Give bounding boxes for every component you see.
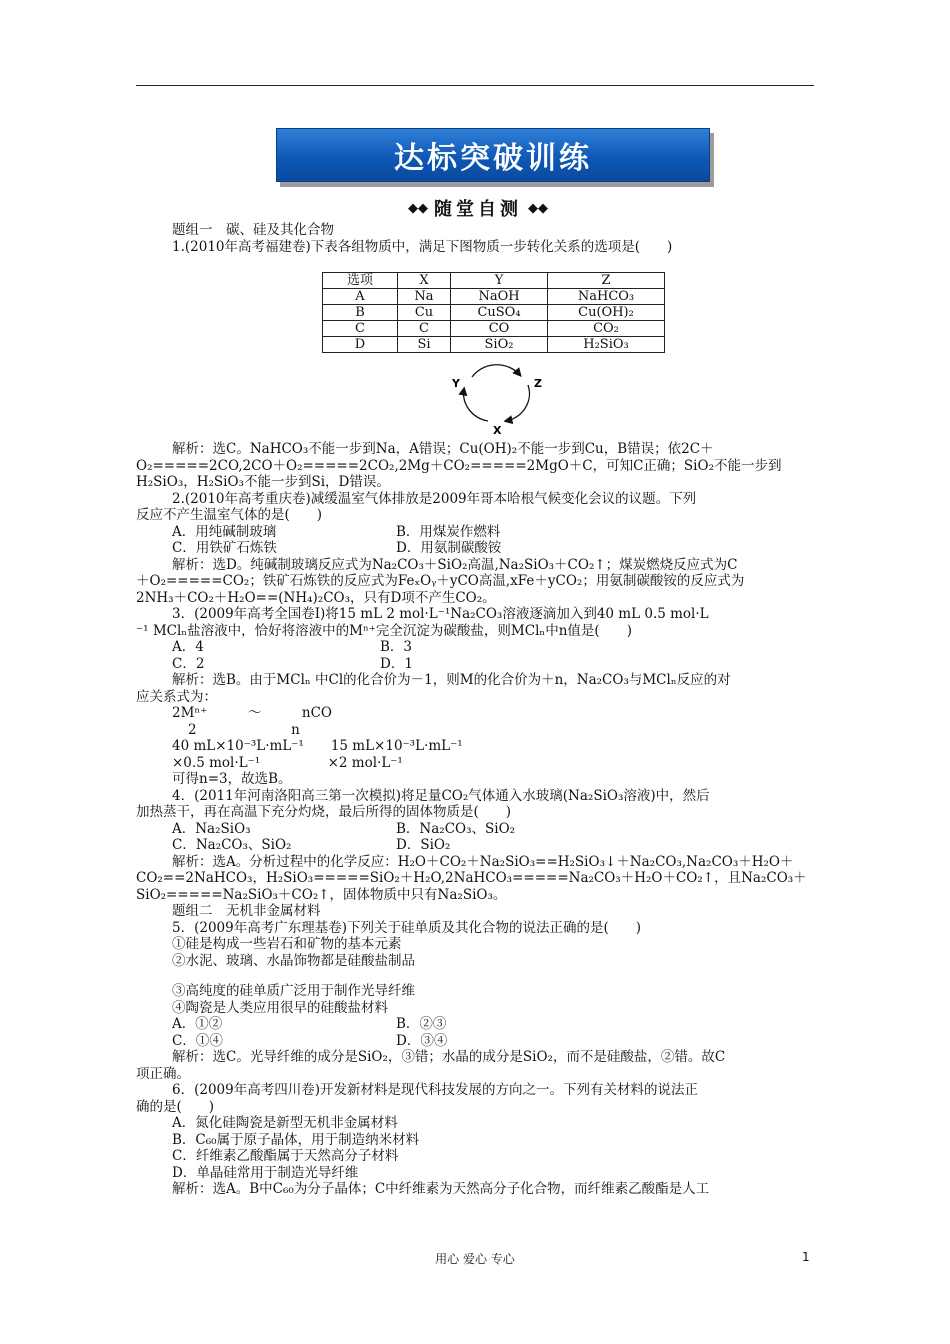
table-row [323, 305, 665, 321]
table-cell: CO₂ [548, 321, 665, 337]
solution-4-line: CO₂==2NaHCO₃，H₂SiO₃=====SiO₂＋H₂O,2NaHCO₃=====Na₂CO₃＋H₂O＋CO₂↑，且Na₂CO₃＋ [136, 870, 807, 886]
question-2-cont: 反应不产生温室气体的是( ) [136, 507, 323, 523]
options-row [136, 837, 816, 854]
option-a: A．用纯碱制玻璃 [172, 523, 277, 540]
table-cell: Na [398, 289, 451, 305]
question-1: 1.(2010年高考福建卷)下表各组物质中，满足下图物质一步转化关系的选项是( ) [172, 238, 673, 255]
table-cell: Z [548, 273, 665, 289]
subhead-text: 随堂自测 [434, 199, 522, 220]
solution-2-line: 2NH₃＋CO₂＋H₂O==(NH₄)₂CO₃，只有D项不产生CO₂。 [136, 589, 496, 606]
solution-2-line: 解析：选D。纯碱制玻璃反应式为Na₂CO₃＋SiO₂高温,Na₂SiO₃＋CO₂↑；煤炭燃烧反应式为C [172, 556, 738, 573]
table-cell: Si [398, 337, 451, 353]
option-c: C．纤维素乙酸酯属于天然高分子材料 [172, 1148, 399, 1164]
table-cell: A [323, 289, 398, 305]
option-d: D．③④ [396, 1032, 448, 1049]
solution-5-line: 解析：选C。光导纤维的成分是SiO₂，③错；水晶的成分是SiO₂，而不是硅酸盐，②错。故C [172, 1049, 726, 1065]
table-row [323, 289, 665, 305]
solution-1-line: H₂SiO₃，H₂SiO₃不能一步到Si，D错误。 [136, 474, 390, 490]
option-c: C．①④ [172, 1032, 223, 1049]
option-b: B．3 [380, 639, 413, 655]
solution-2-line: ＋O₂=====CO₂；铁矿石炼铁的反应式为FeₓOᵧ＋yCO高温,xFe＋yCO₂；用氨制碳酸铵的反应式为 [136, 573, 745, 589]
document-body [136, 222, 816, 1198]
option-c: C．用铁矿石炼铁 [172, 540, 277, 556]
table-cell: X [398, 273, 451, 289]
options-row [136, 639, 816, 656]
question-3: 3．(2009年高考全国卷Ⅰ)将15 mL 2 mol·L⁻¹Na₂CO₃溶液逐滴加入到40 mL 0.5 mol·L [172, 606, 709, 622]
options-row [136, 656, 816, 673]
relation-line: 2Mⁿ⁺ ～ nCO [172, 705, 332, 721]
question-6-cont: 确的是( ) [136, 1098, 215, 1115]
solution-5-line: 项正确。 [136, 1065, 190, 1082]
option-a: A．氮化硅陶瓷是新型无机非金属材料 [172, 1115, 398, 1131]
table-cell: C [323, 321, 398, 337]
diamond-icon: ◆◆ [528, 200, 548, 216]
relation-line: ×0.5 mol·L⁻¹ ×2 mol·L⁻¹ [172, 754, 403, 771]
option-c: C．Na₂CO₃、SiO₂ [172, 837, 292, 853]
table-cell: Cu(OH)₂ [548, 305, 665, 321]
table-header-row [323, 273, 665, 289]
table-row [323, 321, 665, 337]
banner-title: 达标突破训练 [394, 141, 592, 176]
question-6: 6．(2009年高考四川卷)开发新材料是现代科技发展的方向之一。下列有关材料的说法正 [172, 1082, 698, 1098]
conversion-cycle-diagram [448, 359, 548, 435]
solution-4-line: SiO₂=====Na₂SiO₃＋CO₂↑，固体物质中只有Na₂SiO₃。 [136, 886, 507, 903]
question-5: 5．(2009年高考广东理基卷)下列关于硅单质及其化合物的说法正确的是( ) [172, 919, 642, 936]
question-3-cont: ⁻¹ MClₙ盐溶液中，恰好将溶液中的Mⁿ⁺完全沉淀为碳酸盐，则MClₙ中n值是( ) [136, 622, 632, 639]
group-heading: 题组一 碳、硅及其化合物 [172, 222, 334, 238]
option-b: B．②③ [396, 1016, 447, 1032]
question-4: 4．(2011年河南洛阳高三第一次模拟)将足量CO₂气体通入水玻璃(Na₂SiO₃溶液)中，然后 [172, 787, 710, 804]
option-b: B．C₆₀属于原子晶体，用于制造纳米材料 [172, 1131, 420, 1148]
table-cell: NaOH [451, 289, 548, 305]
header-rule [136, 85, 814, 86]
option-c: C．2 [172, 655, 205, 672]
option-a: A．4 [172, 639, 204, 655]
table-cell: H₂SiO₃ [548, 337, 665, 353]
options-table [322, 272, 665, 353]
arrow-x-to-y [464, 389, 488, 421]
table-cell: Cu [398, 305, 451, 321]
option-d: D．1 [380, 655, 413, 672]
relation-line: 2 n [188, 721, 300, 738]
options-row [136, 1033, 816, 1050]
relation-line: 40 mL×10⁻³L·mL⁻¹ 15 mL×10⁻³L·mL⁻¹ [172, 738, 463, 754]
solution-4-line: 解析：选A。分析过程中的化学反应：H₂O＋CO₂＋Na₂SiO₃==H₂SiO₃↓＋Na₂CO₃,Na₂CO₃＋H₂O＋ [172, 853, 794, 870]
options-row [136, 821, 816, 838]
page-number: 1 [802, 1250, 810, 1264]
group-heading: 题组二 无机非金属材料 [172, 903, 321, 919]
solution-3-line: 应关系式为： [136, 688, 217, 705]
node-y: Y [452, 377, 460, 390]
diamond-icon: ◆◆ [408, 200, 428, 216]
statement: ④陶瓷是人类应用很早的硅酸盐材料 [172, 999, 388, 1016]
table-cell: NaHCO₃ [548, 289, 665, 305]
arrow-y-to-z [472, 365, 520, 377]
table-cell: CuSO₄ [451, 305, 548, 321]
table-cell: 选项 [323, 273, 398, 289]
statement: ③高纯度的硅单质广泛用于制作光导纤维 [172, 983, 415, 999]
solution-6-line: 解析：选A。B中C₆₀为分子晶体；C中纤维素为天然高分子化合物，而纤维素乙酸酯是人工 [172, 1181, 710, 1197]
statement: ②水泥、玻璃、水晶饰物都是硅酸盐制品 [172, 952, 415, 969]
title-banner [276, 128, 710, 182]
options-row [136, 1016, 816, 1033]
option-b: B．Na₂CO₃、SiO₂ [396, 820, 516, 837]
option-d: D．单晶硅常用于制造光导纤维 [172, 1164, 359, 1181]
options-row [136, 524, 816, 541]
option-a: A．Na₂SiO₃ [172, 820, 251, 837]
table-cell: B [323, 305, 398, 321]
table-row [323, 337, 665, 353]
question-2: 2.(2010年高考重庆卷)减缓温室气体排放是2009年哥本哈根气候变化会议的议题。下列 [172, 490, 697, 507]
table-cell: D [323, 337, 398, 353]
solution-1-line: O₂=====2CO,2CO＋O₂=====2CO₂,2Mg＋CO₂=====2MgO＋C，可知C正确；SiO₂不能一步到 [136, 457, 782, 474]
conclusion-line: 可得n=3，故选B。 [172, 771, 292, 787]
table-cell: Y [451, 273, 548, 289]
node-z: Z [534, 377, 542, 390]
option-d: D．SiO₂ [396, 837, 451, 853]
solution-1-line: 解析：选C。NaHCO₃不能一步到Na，A错误；Cu(OH)₂不能一步到Cu，B错误；依2C＋ [172, 441, 714, 457]
question-4-cont: 加热蒸干，再在高温下充分灼烧，最后所得的固体物质是( ) [136, 804, 512, 820]
arrow-z-to-x [506, 385, 529, 421]
section-subhead [360, 196, 596, 220]
statement: ①硅是构成一些岩石和矿物的基本元素 [172, 936, 402, 952]
node-x: X [493, 424, 502, 435]
table-cell: SiO₂ [451, 337, 548, 353]
options-row [136, 540, 816, 557]
option-d: D．用氨制碳酸铵 [396, 540, 502, 556]
option-b: B．用煤炭作燃料 [396, 523, 501, 540]
page-footer: 用心 爱心 专心 [435, 1252, 515, 1266]
table-cell: CO [451, 321, 548, 337]
option-a: A．①② [172, 1016, 223, 1032]
solution-3-line: 解析：选B。由于MClₙ 中Cl的化合价为－1，则M的化合价为＋n，Na₂CO₃与MClₙ反应的对 [172, 672, 731, 688]
table-cell: C [398, 321, 451, 337]
